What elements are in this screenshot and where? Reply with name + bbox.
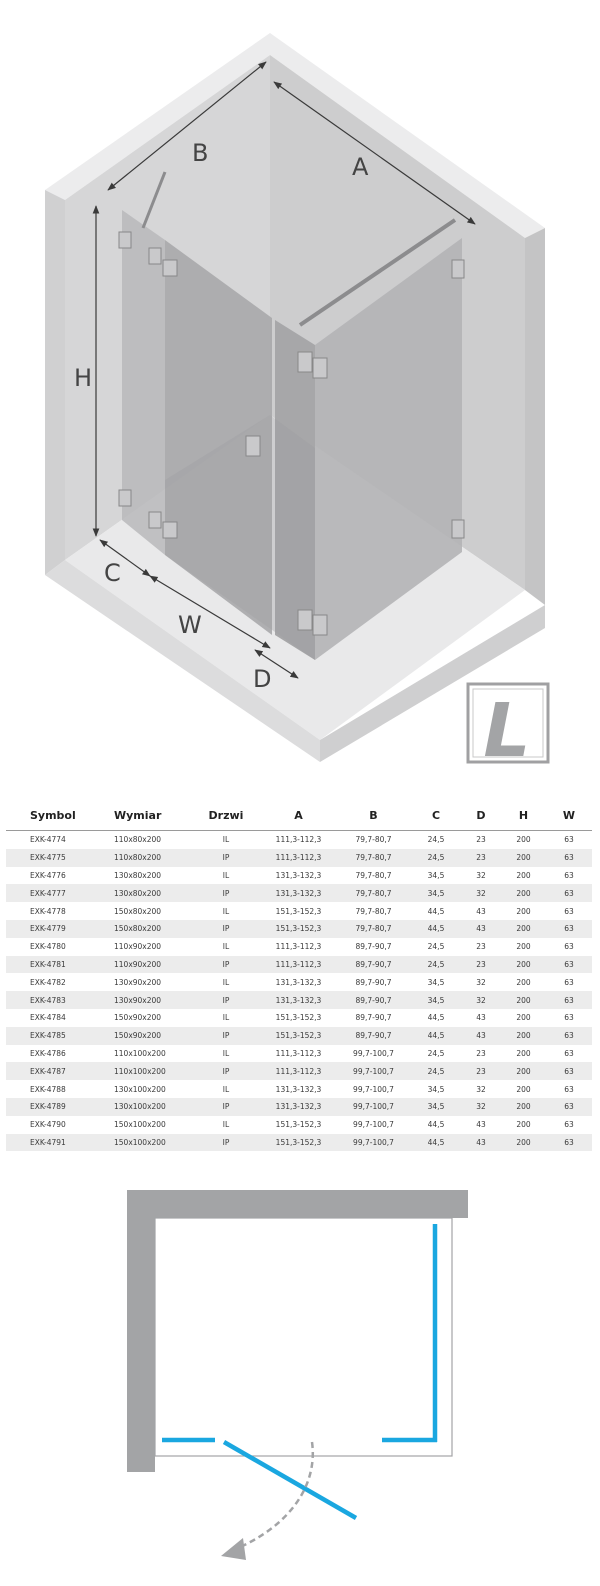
table-cell: IL: [222, 1084, 230, 1094]
table-cell: 23: [461, 956, 501, 974]
table-cell: 63: [546, 1098, 592, 1116]
table-cell: EXK-4790: [30, 1120, 66, 1130]
table-cell: 89,7-90,7: [355, 1013, 392, 1023]
table-cell: 63: [564, 1084, 574, 1094]
table-cell: 99,7-100,7: [336, 1062, 411, 1080]
type-badge: [468, 684, 548, 774]
table-cell: 63: [564, 942, 574, 952]
column-header-d: D: [461, 800, 501, 831]
table-cell: 43: [461, 1134, 501, 1152]
plan-door-glass: [224, 1442, 356, 1518]
table-cell: 151,3-152,3: [275, 1013, 322, 1023]
table-cell: 63: [546, 1062, 592, 1080]
table-row: [6, 920, 592, 938]
table-cell: IP: [191, 991, 261, 1009]
table-cell: 89,7-90,7: [355, 942, 392, 952]
table-cell: 63: [546, 1027, 592, 1045]
table-cell: 43: [461, 920, 501, 938]
table-cell: EXK-4778: [30, 906, 66, 916]
dimension-label-b: B: [192, 139, 209, 167]
table-cell: IP: [191, 1134, 261, 1152]
table-cell: 130x90x200: [114, 977, 162, 987]
dimension-label-h: H: [74, 364, 93, 392]
table-cell: 79,7-80,7: [336, 884, 411, 902]
table-cell: 79,7-80,7: [336, 920, 411, 938]
table-cell: IP: [191, 1098, 261, 1116]
column-header-b: B: [336, 800, 411, 831]
table-cell: 43: [476, 1013, 486, 1023]
table-cell: 89,7-90,7: [336, 1027, 411, 1045]
table-cell: 110x100x200: [96, 1062, 191, 1080]
table-cell: 79,7-80,7: [355, 870, 392, 880]
table-cell: 24,5: [427, 1048, 445, 1058]
plan-wall-left: [127, 1190, 155, 1472]
table-cell: 32: [461, 884, 501, 902]
type-badge-letter: L: [483, 688, 531, 774]
table-row: [6, 884, 592, 902]
table-row: [6, 1062, 592, 1080]
table-cell: 130x80x200: [114, 870, 162, 880]
table-cell: 111,3-112,3: [275, 835, 322, 845]
table-cell: 110x80x200: [114, 835, 162, 845]
table-cell: 34,5: [411, 884, 461, 902]
table-cell: EXK-4781: [6, 956, 96, 974]
table-row: [6, 1134, 592, 1152]
table-cell: 200: [516, 906, 531, 916]
table-cell: 23: [461, 1062, 501, 1080]
table-cell: 32: [461, 1098, 501, 1116]
table-cell: 99,7-100,7: [353, 1048, 394, 1058]
table-row: [6, 849, 592, 867]
plan-wall-top: [127, 1190, 468, 1218]
table-cell: 23: [476, 1048, 486, 1058]
plan-tray-outline: [155, 1218, 452, 1456]
table-cell: EXK-4776: [30, 870, 66, 880]
table-cell: 63: [564, 835, 574, 845]
table-cell: 63: [546, 920, 592, 938]
table-cell: 99,7-100,7: [336, 1134, 411, 1152]
table-cell: 24,5: [427, 835, 445, 845]
table-cell: 24,5: [411, 849, 461, 867]
table-cell: 200: [516, 1048, 531, 1058]
table-cell: IP: [191, 884, 261, 902]
table-cell: EXK-4777: [6, 884, 96, 902]
dimension-label-a: A: [352, 153, 369, 181]
table-cell: EXK-4788: [30, 1084, 66, 1094]
table-cell: 131,3-132,3: [261, 884, 336, 902]
table-cell: 43: [476, 1120, 486, 1130]
table-cell: 32: [476, 1084, 486, 1094]
table-cell: EXK-4789: [6, 1098, 96, 1116]
table-row: [6, 1116, 592, 1134]
table-cell: EXK-4783: [6, 991, 96, 1009]
table-cell: 200: [516, 835, 531, 845]
table-cell: IL: [222, 906, 230, 916]
table-cell: IL: [222, 835, 230, 845]
wall-side-right: [525, 228, 545, 605]
table-cell: IL: [222, 1013, 230, 1023]
table-cell: 150x100x200: [96, 1134, 191, 1152]
table-cell: 44,5: [411, 1027, 461, 1045]
table-header-row: [6, 800, 592, 831]
table-cell: 150x80x200: [96, 920, 191, 938]
table-cell: EXK-4782: [30, 977, 66, 987]
table-cell: 200: [501, 920, 546, 938]
table-cell: 32: [476, 977, 486, 987]
table-row: [6, 973, 592, 991]
table-cell: 34,5: [427, 870, 445, 880]
table-cell: EXK-4785: [6, 1027, 96, 1045]
table-cell: 79,7-80,7: [355, 906, 392, 916]
table-cell: 111,3-112,3: [261, 1062, 336, 1080]
table-row: [6, 1027, 592, 1045]
isometric-diagram: [0, 0, 600, 780]
table-cell: 200: [516, 870, 531, 880]
table-cell: 200: [501, 1134, 546, 1152]
table-cell: 44,5: [427, 1120, 445, 1130]
table-cell: EXK-4784: [30, 1013, 66, 1023]
table-cell: 34,5: [427, 1084, 445, 1094]
dimension-label-c: C: [104, 559, 121, 587]
table-cell: 34,5: [411, 991, 461, 1009]
table-cell: 200: [501, 849, 546, 867]
table-cell: IP: [191, 1027, 261, 1045]
table-cell: 150x90x200: [96, 1027, 191, 1045]
column-header-wymiar: Wymiar: [96, 800, 191, 831]
table-row: [6, 956, 592, 974]
table-cell: 200: [516, 1120, 531, 1130]
table-cell: 130x80x200: [96, 884, 191, 902]
table-cell: 130x90x200: [96, 991, 191, 1009]
column-header-w: W: [546, 800, 592, 831]
dimension-label-d: D: [253, 665, 272, 693]
table-cell: 150x90x200: [114, 1013, 162, 1023]
table-cell: 63: [564, 977, 574, 987]
table-cell: 111,3-112,3: [275, 942, 322, 952]
dimension-label-w: W: [178, 611, 202, 639]
table-cell: 63: [546, 849, 592, 867]
table-cell: 200: [501, 1027, 546, 1045]
table-cell: EXK-4780: [30, 942, 66, 952]
table-cell: 150x80x200: [114, 906, 162, 916]
table-cell: 32: [461, 991, 501, 1009]
table-cell: EXK-4786: [30, 1048, 66, 1058]
table-cell: 110x90x200: [114, 942, 162, 952]
table-cell: 150x100x200: [114, 1120, 166, 1130]
table-cell: 200: [516, 942, 531, 952]
table-cell: 99,7-100,7: [353, 1084, 394, 1094]
table-cell: EXK-4779: [6, 920, 96, 938]
table-cell: IP: [191, 1062, 261, 1080]
table-cell: 63: [546, 956, 592, 974]
table-cell: 131,3-132,3: [275, 870, 322, 880]
table-cell: IL: [222, 1120, 230, 1130]
table-cell: 99,7-100,7: [353, 1120, 394, 1130]
table-cell: 44,5: [427, 1013, 445, 1023]
table-cell: 111,3-112,3: [261, 956, 336, 974]
table-cell: 63: [564, 1013, 574, 1023]
table-cell: 151,3-152,3: [261, 920, 336, 938]
table-cell: 99,7-100,7: [336, 1098, 411, 1116]
table-cell: EXK-4787: [6, 1062, 96, 1080]
table-cell: 89,7-90,7: [336, 956, 411, 974]
table-cell: IL: [222, 977, 230, 987]
table-cell: 63: [546, 1134, 592, 1152]
table-cell: 111,3-112,3: [261, 849, 336, 867]
plan-door-swing-arrow: [221, 1538, 246, 1560]
table-cell: 111,3-112,3: [275, 1048, 322, 1058]
table-cell: 110x80x200: [96, 849, 191, 867]
table-cell: IL: [222, 1048, 230, 1058]
table-cell: 130x100x200: [114, 1084, 166, 1094]
column-header-drzwi: Drzwi: [191, 800, 261, 831]
spec-table: [6, 800, 592, 1151]
table-row: [6, 867, 592, 885]
table-cell: 34,5: [427, 977, 445, 987]
table-cell: 43: [461, 1027, 501, 1045]
table-cell: 23: [476, 942, 486, 952]
table-cell: 23: [461, 849, 501, 867]
table-cell: 200: [501, 956, 546, 974]
table-cell: EXK-4791: [6, 1134, 96, 1152]
table-row: [6, 1098, 592, 1116]
table-cell: 89,7-90,7: [355, 977, 392, 987]
wall-side-left: [45, 190, 65, 575]
table-cell: IL: [222, 870, 230, 880]
table-cell: 110x90x200: [96, 956, 191, 974]
table-cell: IP: [191, 920, 261, 938]
table-cell: 32: [476, 870, 486, 880]
table-row: [6, 938, 592, 956]
table-cell: 200: [516, 977, 531, 987]
table-cell: 200: [516, 1084, 531, 1094]
table-cell: 24,5: [427, 942, 445, 952]
table-cell: 24,5: [411, 1062, 461, 1080]
table-cell: 151,3-152,3: [261, 1027, 336, 1045]
table-cell: 63: [546, 991, 592, 1009]
table-cell: 131,3-132,3: [275, 977, 322, 987]
table-cell: 200: [516, 1013, 531, 1023]
table-cell: EXK-4775: [6, 849, 96, 867]
table-cell: 130x100x200: [96, 1098, 191, 1116]
column-header-a: A: [261, 800, 336, 831]
table-cell: 43: [476, 906, 486, 916]
table-cell: 44,5: [427, 906, 445, 916]
table-cell: 200: [501, 1062, 546, 1080]
table-cell: 131,3-132,3: [261, 1098, 336, 1116]
table-cell: 24,5: [411, 956, 461, 974]
table-cell: IP: [191, 956, 261, 974]
table-cell: 200: [501, 991, 546, 1009]
table-cell: 89,7-90,7: [336, 991, 411, 1009]
table-cell: 63: [546, 884, 592, 902]
table-cell: 151,3-152,3: [261, 1134, 336, 1152]
table-row: [6, 1009, 592, 1027]
table-cell: 151,3-152,3: [275, 906, 322, 916]
table-body: [6, 831, 592, 1152]
table-row: [6, 1045, 592, 1063]
table-cell: 131,3-132,3: [275, 1084, 322, 1094]
column-header-symbol: Symbol: [6, 800, 96, 831]
table-cell: 200: [501, 1098, 546, 1116]
table-cell: 63: [564, 1120, 574, 1130]
table-row: [6, 1080, 592, 1098]
table-row: [6, 991, 592, 1009]
table-cell: 23: [476, 835, 486, 845]
column-header-c: C: [411, 800, 461, 831]
table-cell: 63: [564, 906, 574, 916]
table-cell: 63: [564, 1048, 574, 1058]
table-row: [6, 902, 592, 920]
table-cell: 151,3-152,3: [275, 1120, 322, 1130]
table-cell: IP: [191, 849, 261, 867]
table-cell: 131,3-132,3: [261, 991, 336, 1009]
table-cell: 79,7-80,7: [336, 849, 411, 867]
table-cell: 110x100x200: [114, 1048, 166, 1058]
table-cell: 63: [564, 870, 574, 880]
table-row: [6, 831, 592, 849]
table-cell: 200: [501, 884, 546, 902]
table-cell: 79,7-80,7: [355, 835, 392, 845]
table-cell: IL: [222, 942, 230, 952]
table-cell: 44,5: [411, 920, 461, 938]
column-header-h: H: [501, 800, 546, 831]
table-cell: 44,5: [411, 1134, 461, 1152]
table-cell: 34,5: [411, 1098, 461, 1116]
floor-plan: [100, 1180, 500, 1580]
table-cell: EXK-4774: [30, 835, 66, 845]
